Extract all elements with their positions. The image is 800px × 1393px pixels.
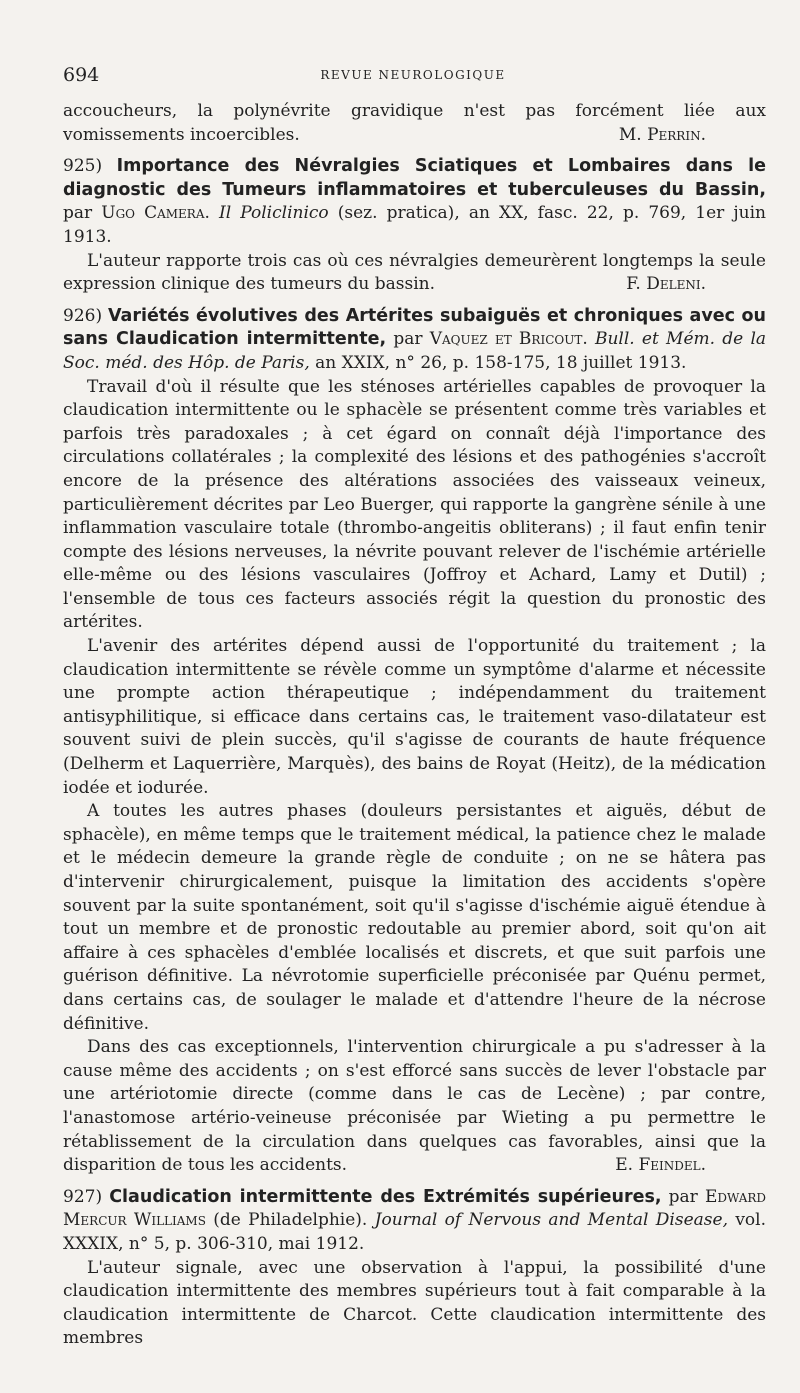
entry-number: 925) (63, 156, 103, 177)
reference: (sez. pratica), an XX, fasc. 22, p. 769, 1er juin 1913. (63, 203, 766, 247)
abstract-926-paragraph-2: L'avenir des artérites dépend aussi de l'opportunité du traitement ; la claudication intermittente se révèle comme un symptôme d'alarme et nécessite une prompte action thérapeutique ; indépendamment du traitement antisyphilitique, si efficace dans certains cas, le traitement vaso-dilatateur est souvent suivi de plein succès, qu'il s'agisse de courants de haute fréquence (Delherm et Laquerrière, Marquès), des bains de Royat (Heitz), de la médication iodée et iodurée. (63, 636, 766, 798)
page-header (63, 64, 763, 88)
entry-number: 927) (63, 1186, 103, 1207)
entry-number: 926) (63, 305, 103, 326)
signature: E. Feindel. (615, 1155, 706, 1176)
abstract-926-paragraph-1: Travail d'où il résulte que les sténoses artérielles capables de provoquer la claudication intermittente ou le sphacèle se présentent comme très variables et parfois très paradoxales ; à cet égard on connaît déjà l'importance des circulations collatérales ; la complexité des lésions et des pathogénies s'accroît encore de la présence des altérations associées des vaisseaux veineux, particulièrement décrites par Leo Buerger, qui rapporte la gangrène sénile à une inflammation vasculaire totale (thrombo-angeitis obliterans) ; il faut enfin tenir compte des lésions nerveuses, la névrite pouvant relever de l'ischémie artérielle elle-même ou des lésions vasculaires (Joffroy et Achard, Lamy et Dutil) ; l'ensemble de tous ces facteurs associés régit la question du pronostic des artérites. (63, 376, 766, 633)
abstract-926-paragraph-3: A toutes les autres phases (douleurs persistantes et aiguës, début de sphacèle), en même temps que le traitement médical, la patience chez le malade et le médecin demeure la grande règle de conduite ; on ne se hâtera pas d'intervenir chirurgicalement, puisque la limitation des accidents s'opère souvent par la suite spontanément, soit qu'il s'agisse d'ischémie aiguë étendue à tout un membre et de pronostic redoutable au premier abord, soit qu'on ait affaire à ces sphacèles d'emblée localisés et discrets, et que suit parfois une guérison définitive. La névrotomie superficielle préconisée par Quénu permet, dans certains cas, de soulager le malade et d'attendre l'heure de la nécrose définitive. (63, 801, 766, 1034)
journal: Il Policlinico (219, 203, 329, 224)
article-title: Variétés évolutives des Artérites subaiguës et chroniques avec ou sans Claudication intermittente, (63, 305, 767, 350)
article-title: Claudication intermittente des Extrémités supérieures, (109, 1186, 662, 1207)
journal: Bull. et Mém. de la Soc. méd. des Hôp. de Paris, (63, 329, 767, 373)
author: Vaquez et Bricout. (429, 329, 588, 350)
author-place: (de Philadelphie). (213, 1210, 368, 1231)
author: Ugo Camera. (101, 203, 210, 224)
journal: Journal of Nervous and Mental Disease, (374, 1210, 728, 1231)
abstract-925-body: L'auteur rapporte trois cas où ces névralgies demeurèrent longtemps la seule expression clinique des tumeurs du bassin. (63, 250, 766, 295)
signature: M. Perrin. (618, 124, 706, 145)
reference: vol. XXXIX, n° 5, p. 306-310, mai 1912. (63, 1210, 766, 1254)
page-number: 694 (63, 64, 100, 86)
page-content (63, 100, 766, 1351)
article-title: Importance des Névralgies Sciatiques et Lombaires dans le diagnostic des Tumeurs inflammatoires et tuberculeuses du Bassin, (63, 156, 767, 200)
continued-text: accoucheurs, la polynévrite gravidique n'est pas forcément liée aux vomissements incoercibles. (63, 101, 766, 145)
abstract-926-paragraph-4: Dans des cas exceptionnels, l'intervention chirurgicale a pu s'adresser à la cause même des accidents ; on s'est efforcé sans succès de lever l'obstacle par une artériotomie directe (comme dans le cas de Lecène) ; par contre, l'anastomose artério-veineuse préconisée par Wieting a pu permettre le rétablissement de la circulation dans quelques cas favorables, ainsi que la disparition de tous les accidents. (63, 1037, 766, 1176)
abstract-927-body: L'auteur signale, avec une observation à l'appui, la possibilité d'une claudication intermittente des membres supérieurs tout à fait comparable à la claudication intermittente de Charcot. Cette claudication intermittente des membres (63, 1257, 766, 1349)
reference: an XXIX, n° 26, p. 158-175, 18 juillet 1913. (315, 352, 687, 373)
author: Edward Mercur Williams (63, 1186, 767, 1231)
abstract-927-heading: 927) Claudication intermittente des Extrémités supérieures, par Edward Mercur Williams (de Philadelphie). Journal of Nervous and Mental Disease, vol. XXXIX, n° 5, p. 306-310, mai 1912. (63, 1186, 767, 1254)
abstract-926-heading: 926) Variétés évolutives des Artérites subaiguës et chroniques avec ou sans Claudication intermittente, par Vaquez et Bricout. Bull. et Mém. de la Soc. méd. des Hôp. de Paris, an XXIX, n° 26, p. 158-175, 18 juillet 1913. (63, 305, 767, 373)
signature: F. Deleni. (626, 274, 706, 295)
abstract-925-heading: 925) Importance des Névralgies Sciatiques et Lombaires dans le diagnostic des Tumeurs inflammatoires et tuberculeuses du Bassin, par Ugo Camera. Il Policlinico (sez. pratica), an XX, fasc. 22, p. 769, 1er juin 1913. (63, 156, 767, 247)
running-title: REVUE NEUROLOGIQUE (320, 68, 506, 82)
